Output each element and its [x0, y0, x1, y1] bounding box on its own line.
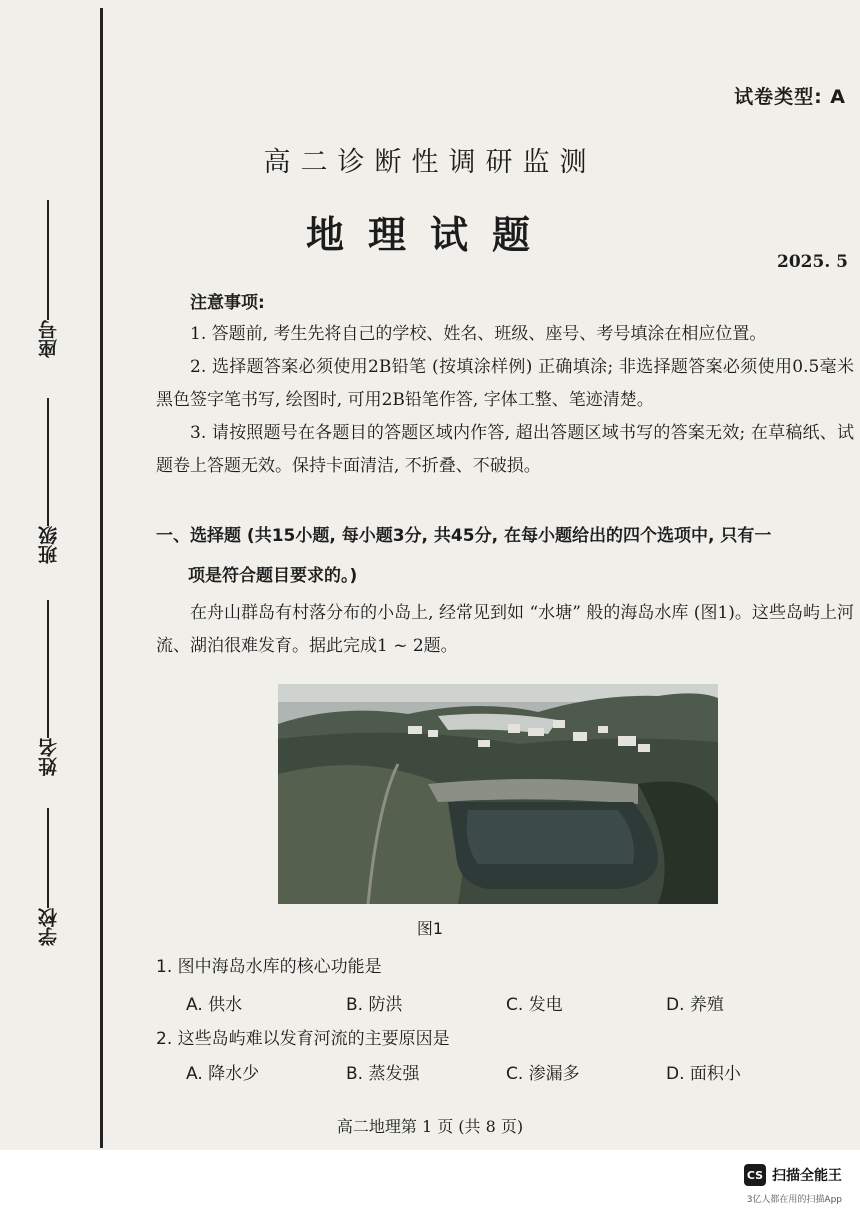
note-item: 2. 选择题答案必须使用2B铅笔 (按填涂样例) 正确填涂; 非选择题答案必须使用0.5毫米黑色签字笔书写, 绘图时, 可用2B铅笔作答, 字体工整、笔迹清楚。 [156, 357, 854, 410]
note-item: 3. 请按照题号在各题目的答题区域内作答, 超出答题区域书写的答案无效; 在草稿纸、试题卷上答题无效。保持卡面清洁, 不折叠、不破损。 [156, 423, 854, 476]
exam-date: 2025. 5 [777, 252, 848, 272]
class-blank[interactable] [47, 398, 49, 526]
school-blank[interactable] [47, 808, 49, 908]
option: C. 发电 [506, 995, 563, 1015]
school-label: 学校 [37, 908, 60, 946]
subject-title: 地理试题 [305, 213, 554, 257]
note-item: 1. 答题前, 考生先将自己的学校、姓名、班级、座号、考号填涂在相应位置。 [190, 324, 767, 344]
option: B. 防洪 [346, 995, 403, 1015]
class-field [36, 398, 60, 564]
exam-title: 高二诊断性调研监测 [263, 147, 597, 178]
reservoir-photo-illustration [278, 684, 718, 904]
name-field [36, 600, 60, 776]
seat-label: 座号 [37, 320, 60, 358]
name-label: 姓名 [37, 738, 60, 776]
class-label: 班级 [37, 526, 60, 564]
section-heading [156, 516, 856, 596]
notes-heading: 注意事项: [190, 293, 265, 313]
option: A. 供水 [186, 995, 243, 1015]
page-footer: 高二地理第 1 页 (共 8 页) [336, 1117, 524, 1136]
option: D. 养殖 [666, 995, 724, 1015]
scan-margin [0, 1150, 860, 1217]
question-2-options [186, 1059, 826, 1084]
reservoir-photo [278, 684, 718, 904]
section-heading-line2: 项是符合题目要求的。) [188, 566, 358, 586]
scanner-tagline: 3亿人都在用的扫描App [746, 1195, 842, 1205]
question-1-options [186, 990, 826, 1015]
name-blank[interactable] [47, 600, 49, 738]
scanner-badge [744, 1164, 842, 1186]
option: B. 蒸发强 [346, 1064, 420, 1084]
section-heading-line1: 一、选择题 (共15小题, 每小题3分, 共45分, 在每小题给出的四个选项中, 只有一 [156, 526, 772, 546]
scanner-logo-icon: CS [744, 1164, 766, 1186]
figure-caption: 图1 [416, 919, 444, 938]
scanner-name: 扫描全能王 [772, 1168, 842, 1184]
option: A. 降水少 [186, 1064, 260, 1084]
question-1: 1. 图中海岛水库的核心功能是 [156, 957, 382, 977]
option: C. 渗漏多 [506, 1064, 580, 1084]
binding-line [100, 8, 103, 1148]
question-stem: 在舟山群岛有村落分布的小岛上, 经常见到如 “水塘” 般的海岛水库 (图1)。这些岛屿上河流、湖泊很难发育。据此完成1 ~ 2题。 [156, 603, 854, 656]
paper-type: 试卷类型: A [734, 86, 846, 108]
question-2: 2. 这些岛屿难以发育河流的主要原因是 [156, 1029, 450, 1049]
option: D. 面积小 [666, 1064, 741, 1084]
